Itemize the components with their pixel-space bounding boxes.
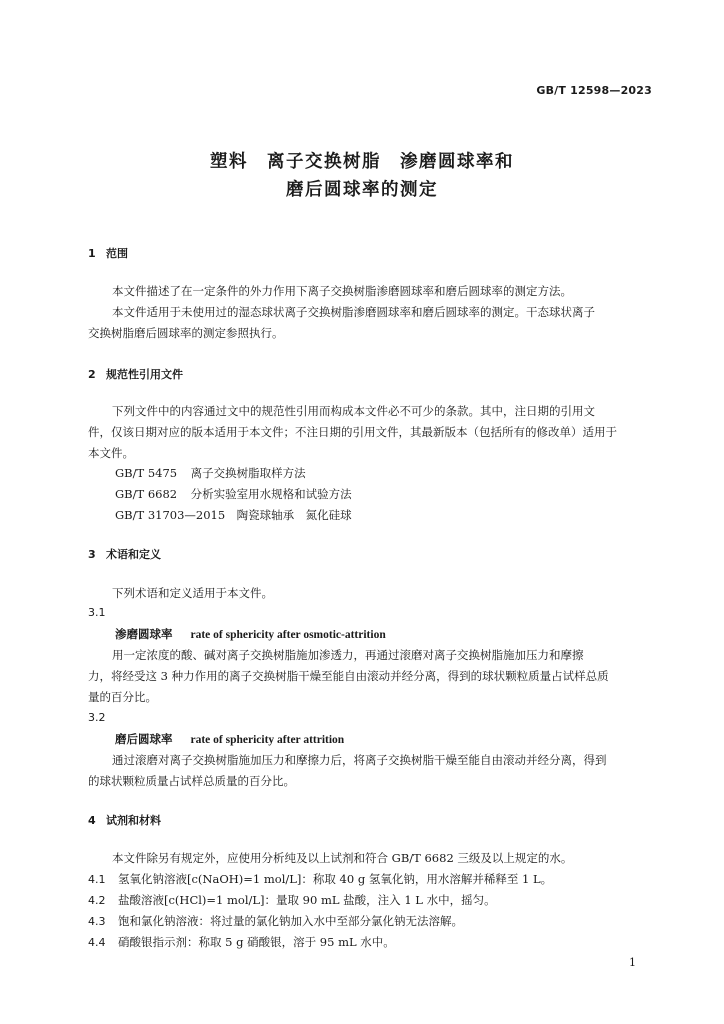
clause-number: 3.1 xyxy=(88,606,106,619)
reagent-text: 饱和氯化钠溶液：将过量的氯化钠加入水中至部分氯化钠无法溶解。 xyxy=(118,914,463,928)
reagent-item xyxy=(88,892,496,908)
normative-intro-paragraph xyxy=(88,401,653,464)
definition-line: 的球状颗粒质量占试样总质量的百分比。 xyxy=(88,774,295,788)
reagent-text: 硝酸银指示剂：称取 5 g 硝酸银，溶于 95 mL 水中。 xyxy=(118,935,395,949)
term-english: rate of sphericity after attrition xyxy=(190,734,345,746)
reference-item xyxy=(115,486,352,502)
reference-item xyxy=(115,507,352,523)
definition-line: 用一定浓度的酸、碱对离子交换树脂施加渗透力，再通过滚磨对离子交换树脂施加压力和摩擦 xyxy=(112,648,584,662)
reagent-text: 氢氧化钠溶液[c(NaOH)=1 mol/L]：称取 40 g 氢氧化钠，用水溶解并稀释至 1 L。 xyxy=(118,872,553,886)
section-heading-terms xyxy=(88,546,161,562)
section-number: 4 xyxy=(88,814,96,827)
reagent-item xyxy=(88,934,395,950)
reference-title: 离子交换树脂取样方法 xyxy=(190,466,306,480)
definition-line: 力，将经受这 3 种力作用的离子交换树脂干燥至能自由滚动并经分离，得到的球状颗粒质量占试样总质 xyxy=(88,669,609,683)
scope-paragraph xyxy=(88,281,653,344)
section-heading-reagents xyxy=(88,812,161,828)
term-entry xyxy=(115,626,386,642)
standard-code: GB/T 12598—2023 xyxy=(536,84,652,97)
scope-line: 本文件描述了在一定条件的外力作用下离子交换树脂渗磨圆球率和磨后圆球率的测定方法。 xyxy=(112,284,572,298)
reagent-item xyxy=(88,871,552,887)
reference-code: GB/T 5475 xyxy=(115,466,178,480)
reference-title: 分析实验室用水规格和试验方法 xyxy=(190,487,352,501)
terms-intro-line: 下列术语和定义适用于本文件。 xyxy=(112,586,273,600)
reference-code: GB/T 6682 xyxy=(115,487,178,501)
term-entry xyxy=(115,731,344,747)
reference-code: GB/T 31703—2015 xyxy=(115,508,226,522)
section-number: 2 xyxy=(88,368,96,381)
document-title-line-2: 磨后圆球率的测定 xyxy=(286,180,438,200)
section-heading-normative-references xyxy=(88,366,183,382)
section-title: 范围 xyxy=(106,247,128,260)
normative-line: 下列文件中的内容通过文中的规范性引用而构成本文件必不可少的条款。其中，注日期的引用文 xyxy=(112,404,595,418)
clause-number: 3.2 xyxy=(88,711,106,724)
section-title: 试剂和材料 xyxy=(106,814,161,827)
term-chinese: 磨后圆球率 xyxy=(115,732,173,746)
reagent-number: 4.2 xyxy=(88,894,106,907)
term-english: rate of sphericity after osmotic-attrition xyxy=(190,629,386,641)
definition-line: 量的百分比。 xyxy=(88,690,157,704)
reagent-text: 盐酸溶液[c(HCl)=1 mol/L]：量取 90 mL 盐酸，注入 1 L 水中，摇匀。 xyxy=(118,893,496,907)
scope-line: 本文件适用于未使用过的湿态球状离子交换树脂渗磨圆球率和磨后圆球率的测定。干态球状离子 xyxy=(112,305,595,319)
reagents-intro-line: 本文件除另有规定外，应使用分析纯及以上试剂和符合 GB/T 6682 三级及以上规定的水。 xyxy=(112,851,573,865)
document-title-line-1: 塑料 离子交换树脂 渗磨圆球率和 xyxy=(210,152,514,172)
page-number: 1 xyxy=(629,956,636,969)
scope-line: 交换树脂磨后圆球率的测定参照执行。 xyxy=(88,326,284,340)
reagent-item xyxy=(88,913,463,929)
reagents-intro-paragraph xyxy=(88,848,653,869)
section-title: 规范性引用文件 xyxy=(106,368,183,381)
reference-title: 陶瓷球轴承 氮化硅球 xyxy=(236,508,352,522)
normative-line: 件，仅该日期对应的版本适用于本文件；不注日期的引用文件，其最新版本（包括所有的修改单）适用于 xyxy=(88,425,617,439)
section-heading-scope xyxy=(88,245,128,261)
section-title: 术语和定义 xyxy=(106,548,161,561)
normative-line: 本文件。 xyxy=(88,446,134,460)
section-number: 3 xyxy=(88,548,96,561)
reagent-number: 4.4 xyxy=(88,936,106,949)
section-number: 1 xyxy=(88,247,96,260)
reagent-number: 4.3 xyxy=(88,915,106,928)
definition-line: 通过滚磨对离子交换树脂施加压力和摩擦力后，将离子交换树脂干燥至能自由滚动并经分离，得到 xyxy=(112,753,607,767)
term-chinese: 渗磨圆球率 xyxy=(115,627,173,641)
terms-intro-paragraph xyxy=(88,583,653,604)
reference-item xyxy=(115,465,306,481)
term-definition xyxy=(88,645,653,708)
reagent-number: 4.1 xyxy=(88,873,106,886)
term-definition xyxy=(88,750,653,792)
